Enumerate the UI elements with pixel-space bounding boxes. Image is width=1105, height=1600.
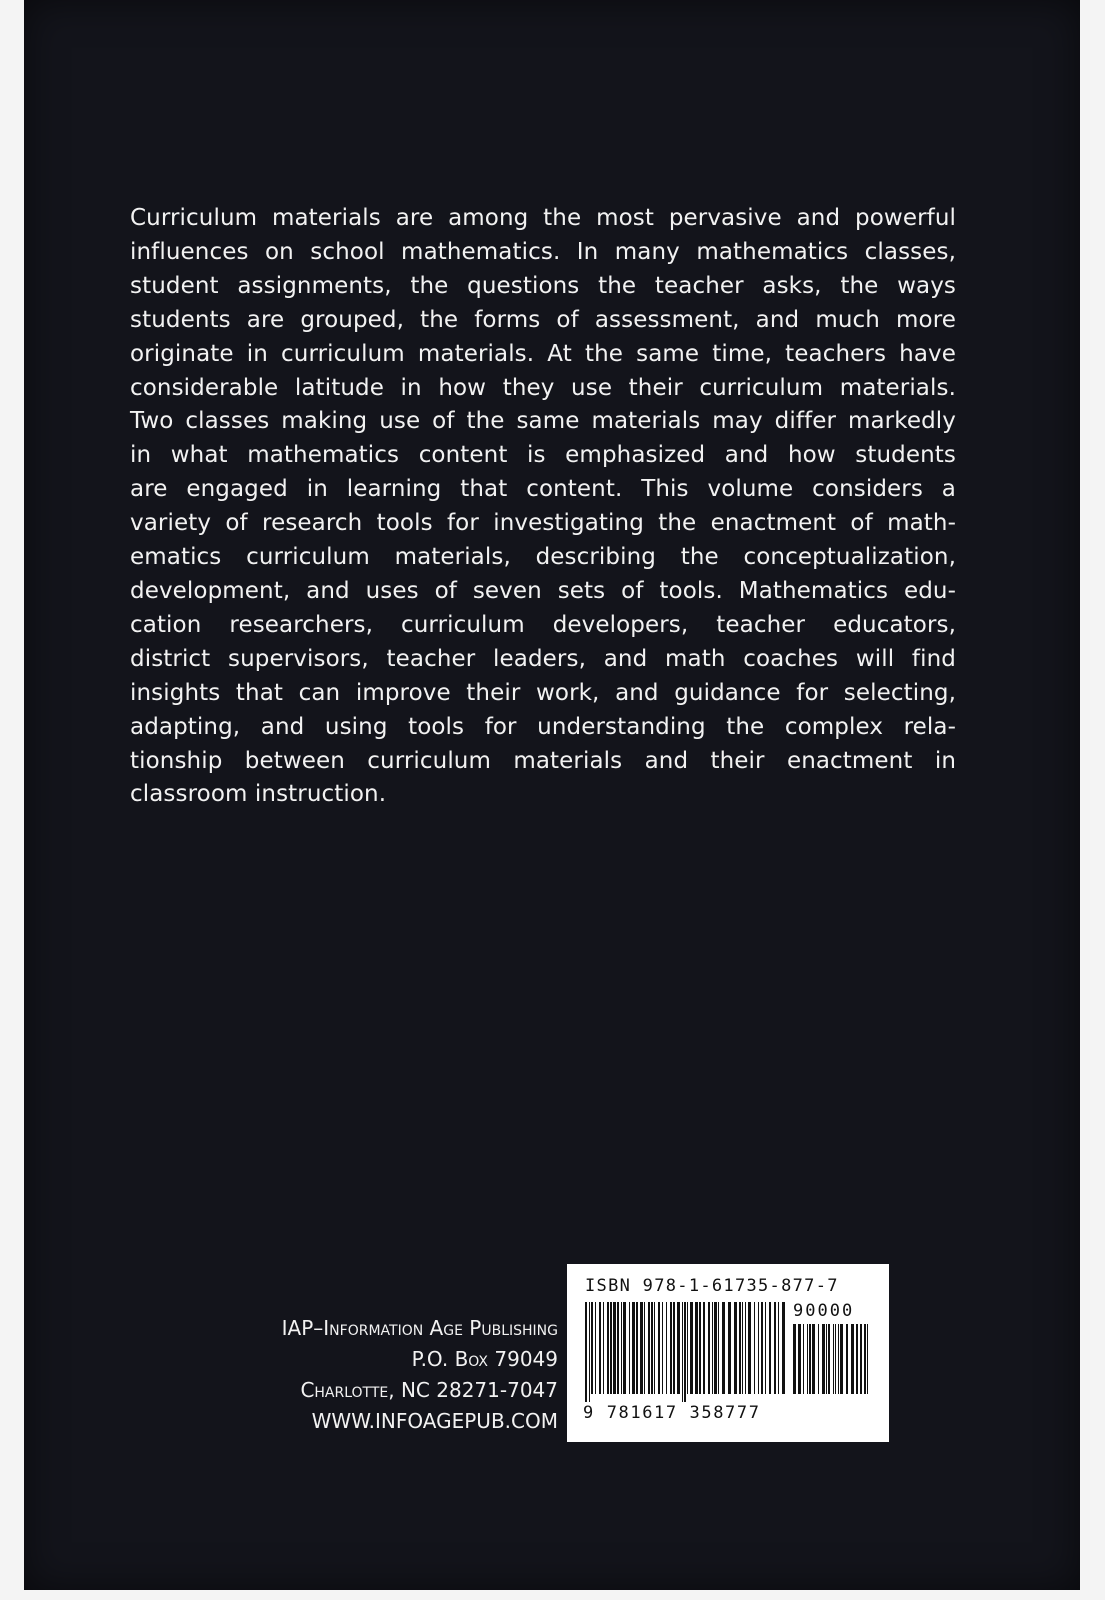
ean-left-group: 781617 [606, 1403, 678, 1423]
blurb-line: in what mathematics content is emphasized and how students [130, 442, 956, 469]
barcode-bar [722, 1302, 725, 1394]
barcode-bar [798, 1324, 801, 1394]
barcode-bar [595, 1302, 596, 1394]
barcode-bar [632, 1302, 635, 1394]
barcode-bar [782, 1302, 785, 1394]
barcode-bar [670, 1302, 672, 1394]
barcode-bar [765, 1302, 766, 1394]
barcode-bar [658, 1302, 660, 1394]
barcode-bar [666, 1302, 667, 1394]
barcode-bar [758, 1302, 759, 1394]
barcode-bar [840, 1324, 843, 1394]
barcode-bar [745, 1302, 746, 1394]
barcode-bar [718, 1302, 719, 1394]
barcode-bar [585, 1302, 587, 1402]
barcode-bar [610, 1302, 612, 1394]
barcode-bar [684, 1302, 686, 1402]
barcode-bar [856, 1324, 858, 1394]
barcode-bar [864, 1324, 866, 1394]
barcode-bar [589, 1302, 590, 1402]
barcode-bar [860, 1324, 862, 1394]
barcode-bar [673, 1302, 675, 1394]
barcode-bar [822, 1324, 825, 1394]
blurb-line: tionship between curriculum materials and their enactment in [130, 747, 956, 774]
ean-right-group: 358777 [689, 1403, 761, 1423]
barcode-bar [644, 1302, 645, 1394]
barcode-bar [613, 1302, 616, 1394]
publisher-website: WWW.INFOAGEPUB.COM [311, 1409, 558, 1433]
barcode-bar [807, 1324, 808, 1394]
blurb-line: adapting, and using tools for understanding the complex rela- [130, 713, 956, 740]
barcode-bar [828, 1324, 830, 1394]
publisher-po-box: P.O. Box 79049 [411, 1347, 558, 1371]
blurb-line: students are grouped, the forms of assessment, and much more [130, 306, 956, 333]
barcode-bar [617, 1302, 619, 1394]
blurb-line: district supervisors, teacher leaders, and math coaches will find [130, 645, 956, 672]
barcode-bar [774, 1302, 776, 1394]
barcode-bar [712, 1302, 713, 1394]
barcode-bar [769, 1302, 771, 1394]
barcode-bar [867, 1324, 868, 1394]
publisher-address [282, 1313, 558, 1437]
ean-first-digit: 9 [583, 1403, 595, 1423]
barcode-bar [778, 1302, 779, 1394]
barcode-bar [793, 1324, 796, 1394]
barcode-bar [603, 1302, 604, 1394]
barcode-bar [761, 1302, 763, 1394]
barcode-bar [846, 1324, 848, 1394]
blurb-line: Curriculum materials are among the most pervasive and powerful [130, 205, 956, 231]
barcode-bar [648, 1302, 650, 1394]
barcode-bar [703, 1302, 705, 1394]
barcode-bar [699, 1302, 701, 1394]
blurb-line: considerable latitude in how they use their curriculum materials. [130, 374, 956, 401]
barcode-bar [754, 1302, 755, 1394]
barcode-bar [607, 1302, 609, 1394]
blurb-line: insights that can improve their work, and guidance for selecting, [130, 679, 956, 706]
barcode-bar [623, 1302, 626, 1394]
barcode-bar [690, 1302, 693, 1394]
blurb-line: student assignments, the questions the teacher asks, the ways [130, 272, 956, 299]
barcode-bar [714, 1302, 717, 1394]
blurb-line: are engaged in learning that content. This volume considers a [130, 476, 956, 503]
blurb-line: Two classes making use of the same materials may differ markedly [130, 408, 956, 435]
barcode-bar [591, 1302, 593, 1394]
barcode-bar [682, 1302, 683, 1402]
barcode-bar [803, 1324, 804, 1394]
barcode-bar [812, 1324, 815, 1394]
barcode-bar [826, 1324, 827, 1394]
price-code: 90000 [793, 1301, 855, 1321]
blurb-line: variety of research tools for investigating the enactment of math- [130, 510, 956, 537]
blurb-line: originate in curriculum materials. At the same time, teachers have [130, 340, 956, 367]
barcode-bar [851, 1324, 854, 1394]
barcode-bar [651, 1302, 653, 1394]
barcode-bar [629, 1302, 630, 1394]
barcode-bar [654, 1302, 655, 1394]
barcode-bar [708, 1302, 710, 1394]
barcode-bar [734, 1302, 737, 1394]
blurb-line: classroom instruction. [130, 781, 387, 808]
barcode-bar [640, 1302, 643, 1394]
barcode-bar [687, 1302, 688, 1394]
publisher-name: IAP–Information Age Publishing [281, 1316, 558, 1340]
blurb-line: ematics curriculum materials, describing the conceptualization, [130, 544, 956, 571]
cover-blurb [130, 202, 956, 812]
blurb-line: development, and uses of seven sets of tools. Mathematics edu- [130, 577, 956, 604]
barcode-bar [695, 1302, 698, 1394]
ean-digits [583, 1403, 761, 1423]
barcode-bar [838, 1324, 839, 1394]
barcode-bar [621, 1302, 622, 1394]
publisher-city: Charlotte, NC 28271-7047 [300, 1378, 558, 1402]
barcode-bar [739, 1302, 741, 1394]
blurb-line: cation researchers, curriculum developers, teacher educators, [130, 611, 956, 638]
barcode-bar [833, 1324, 834, 1394]
barcode-bar [742, 1302, 743, 1394]
barcode-bar [818, 1324, 819, 1394]
blurb-line: influences on school mathematics. In many mathematics classes, [130, 238, 956, 265]
isbn-number: ISBN 978-1-61735-877-7 [585, 1276, 839, 1296]
back-cover [24, 0, 1080, 1590]
barcode-bar [677, 1302, 680, 1394]
barcode-bar [728, 1302, 731, 1394]
barcode-bar [599, 1302, 601, 1394]
ean-barcode-bars [585, 1302, 785, 1402]
barcode-bar [662, 1302, 663, 1394]
addon-barcode-bars [793, 1324, 873, 1402]
isbn-barcode [567, 1264, 889, 1442]
barcode-bar [748, 1302, 751, 1394]
barcode-bar [835, 1324, 836, 1394]
barcode-bar [809, 1324, 811, 1394]
barcode-bar [636, 1302, 638, 1394]
